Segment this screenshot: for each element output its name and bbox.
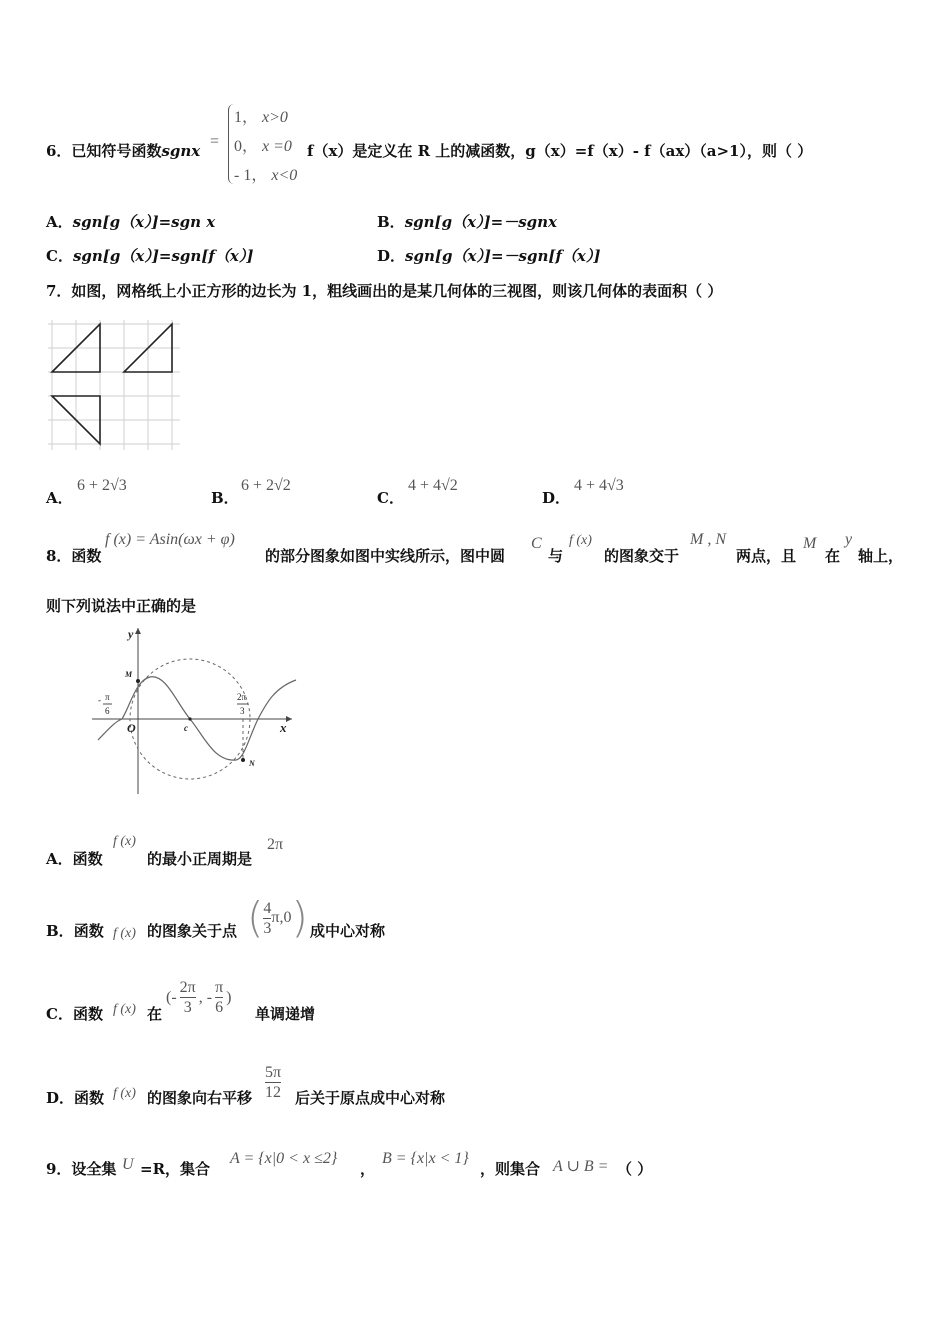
q9-paren[interactable]: （ ） — [617, 1160, 653, 1178]
q8-mn: M , N — [690, 531, 726, 548]
q7-option-b-value: 6 + 2√2 — [241, 477, 291, 494]
q8-text-4: 两点，且 — [736, 547, 797, 565]
q7-option-a-value: 6 + 2√3 — [77, 477, 127, 494]
q7-stem: 7．如图，网格纸上小正方形的边长为 1，粗线画出的是某几何体的三视图，则该几何体的表面积（ ） — [46, 282, 723, 300]
q8-option-c-text-2: 单调递增 — [255, 1005, 316, 1023]
q9-comma: ， — [360, 1160, 376, 1178]
q6-stem: f（x）是定义在 R 上的减函数，g（x）=f（x）- f（ax）（a>1），则（ ） — [307, 142, 813, 160]
q7-option-c-label[interactable]: C． — [377, 489, 404, 507]
q6-option-a[interactable]: A．sgn[g（x）]=sgn x — [46, 213, 216, 231]
graph-neg-pi-num: π — [105, 692, 110, 702]
q8-function: f (x) = Asin(ωx + φ) — [105, 531, 235, 548]
q8-option-c-text: 在 — [147, 1005, 163, 1023]
q7-option-d-value: 4 + 4√3 — [574, 477, 624, 494]
q8-option-d-fraction: $\frac{5\pi}{12}$ — [265, 1064, 282, 1101]
graph-n-label: N — [249, 759, 255, 768]
graph-two-pi-den: 3 — [240, 706, 245, 716]
q7-option-c-value: 4 + 4√2 — [408, 477, 458, 494]
q6-prefix: 6．已知符号函数sgnx — [46, 142, 201, 160]
q8-text-6: 轴上， — [858, 547, 904, 565]
q8-option-a-text: 的最小正周期是 — [147, 850, 253, 868]
q8-fx: f (x) — [569, 533, 592, 548]
q7-option-b-label[interactable]: B． — [211, 489, 239, 507]
graph-y-label: y — [128, 627, 134, 641]
q8-option-c-interval: (- $\frac{2\pi}{3}$ , - $\frac{\pi}{6}$ ) — [166, 979, 232, 1016]
q8-option-d[interactable]: D．函数 — [46, 1089, 105, 1107]
q8-text-2: 与 — [548, 547, 564, 565]
graph-origin-label: O — [127, 721, 136, 735]
q8-option-b-text: 的图象关于点 — [147, 922, 238, 940]
graph-two-pi-num: 2π — [237, 692, 247, 702]
q8-line2: 则下列说法中正确的是 — [46, 597, 197, 615]
q8-circle-c: C — [531, 535, 542, 552]
q8-option-d-text: 的图象向右平移 — [147, 1089, 253, 1107]
q8-option-c-fx: f (x) — [113, 1002, 136, 1017]
q6-piece3: - 1， x<0 — [234, 167, 298, 184]
q6-piece1: 1， x>0 — [234, 109, 288, 126]
q6-piece2: 0， x =0 — [234, 138, 292, 155]
graph-c-label: c — [184, 723, 188, 733]
q6-equals: = — [210, 133, 220, 150]
q8-text-1: 的部分图象如图中实线所示，图中圆 — [265, 547, 506, 565]
q8-option-a-value: 2π — [267, 836, 284, 853]
point-n — [241, 758, 245, 762]
sine-curve — [98, 677, 296, 760]
q8-m: M — [803, 535, 817, 552]
point-c — [188, 717, 191, 720]
q9-u: U — [122, 1156, 134, 1173]
q8-text-3: 的图象交于 — [604, 547, 680, 565]
graph-x-label: x — [280, 720, 287, 735]
q6-option-c[interactable]: C．sgn[g（x）]=sgn[f（x）] — [46, 247, 254, 265]
q8-sine-graph — [88, 622, 300, 798]
q9-union: A ∪ B = — [553, 1158, 609, 1175]
q8-prefix: 8．函数 — [46, 547, 102, 565]
graph-neg-sign: - — [98, 695, 101, 705]
q9-set-a: A = {x|0 < x ≤2} — [230, 1150, 338, 1167]
q9-text: ，则集合 — [480, 1160, 541, 1178]
q8-option-b-fx: f (x) — [113, 926, 136, 941]
q8-option-c[interactable]: C．函数 — [46, 1005, 103, 1023]
q8-option-b[interactable]: B．函数 — [46, 922, 104, 940]
q8-y: y — [845, 531, 853, 548]
q8-text-5: 在 — [825, 547, 841, 565]
q9-set-b: B = {x|x < 1} — [382, 1150, 469, 1167]
q6-sgnx: sgnx — [161, 142, 201, 160]
graph-m-label: M — [125, 670, 133, 679]
q8-option-a[interactable]: A．函数 — [46, 850, 103, 868]
q6-option-b[interactable]: B．sgn[g（x）]=－sgnx — [377, 213, 558, 231]
q9-eq-r: =R，集合 — [140, 1160, 211, 1178]
q7-option-a-label[interactable]: A． — [46, 489, 73, 507]
q8-option-a-fx: f (x) — [113, 834, 136, 849]
q8-option-b-text-2: 成中心对称 — [310, 922, 386, 940]
q9-prefix: 9．设全集 — [46, 1160, 117, 1178]
graph-neg-pi-den: 6 — [105, 706, 110, 716]
q7-option-d-label[interactable]: D． — [542, 489, 571, 507]
q8-option-d-text-2: 后关于原点成中心对称 — [295, 1089, 446, 1107]
three-view-grid-figure — [44, 316, 184, 454]
grid-lines — [48, 320, 180, 450]
q6-option-d[interactable]: D．sgn[g（x）]=－sgn[f（x）] — [377, 247, 601, 265]
q8-option-b-point: ( $\frac{4}{3}$ π,0 ) — [247, 893, 308, 942]
q8-option-d-fx: f (x) — [113, 1086, 136, 1101]
point-m — [136, 679, 140, 683]
